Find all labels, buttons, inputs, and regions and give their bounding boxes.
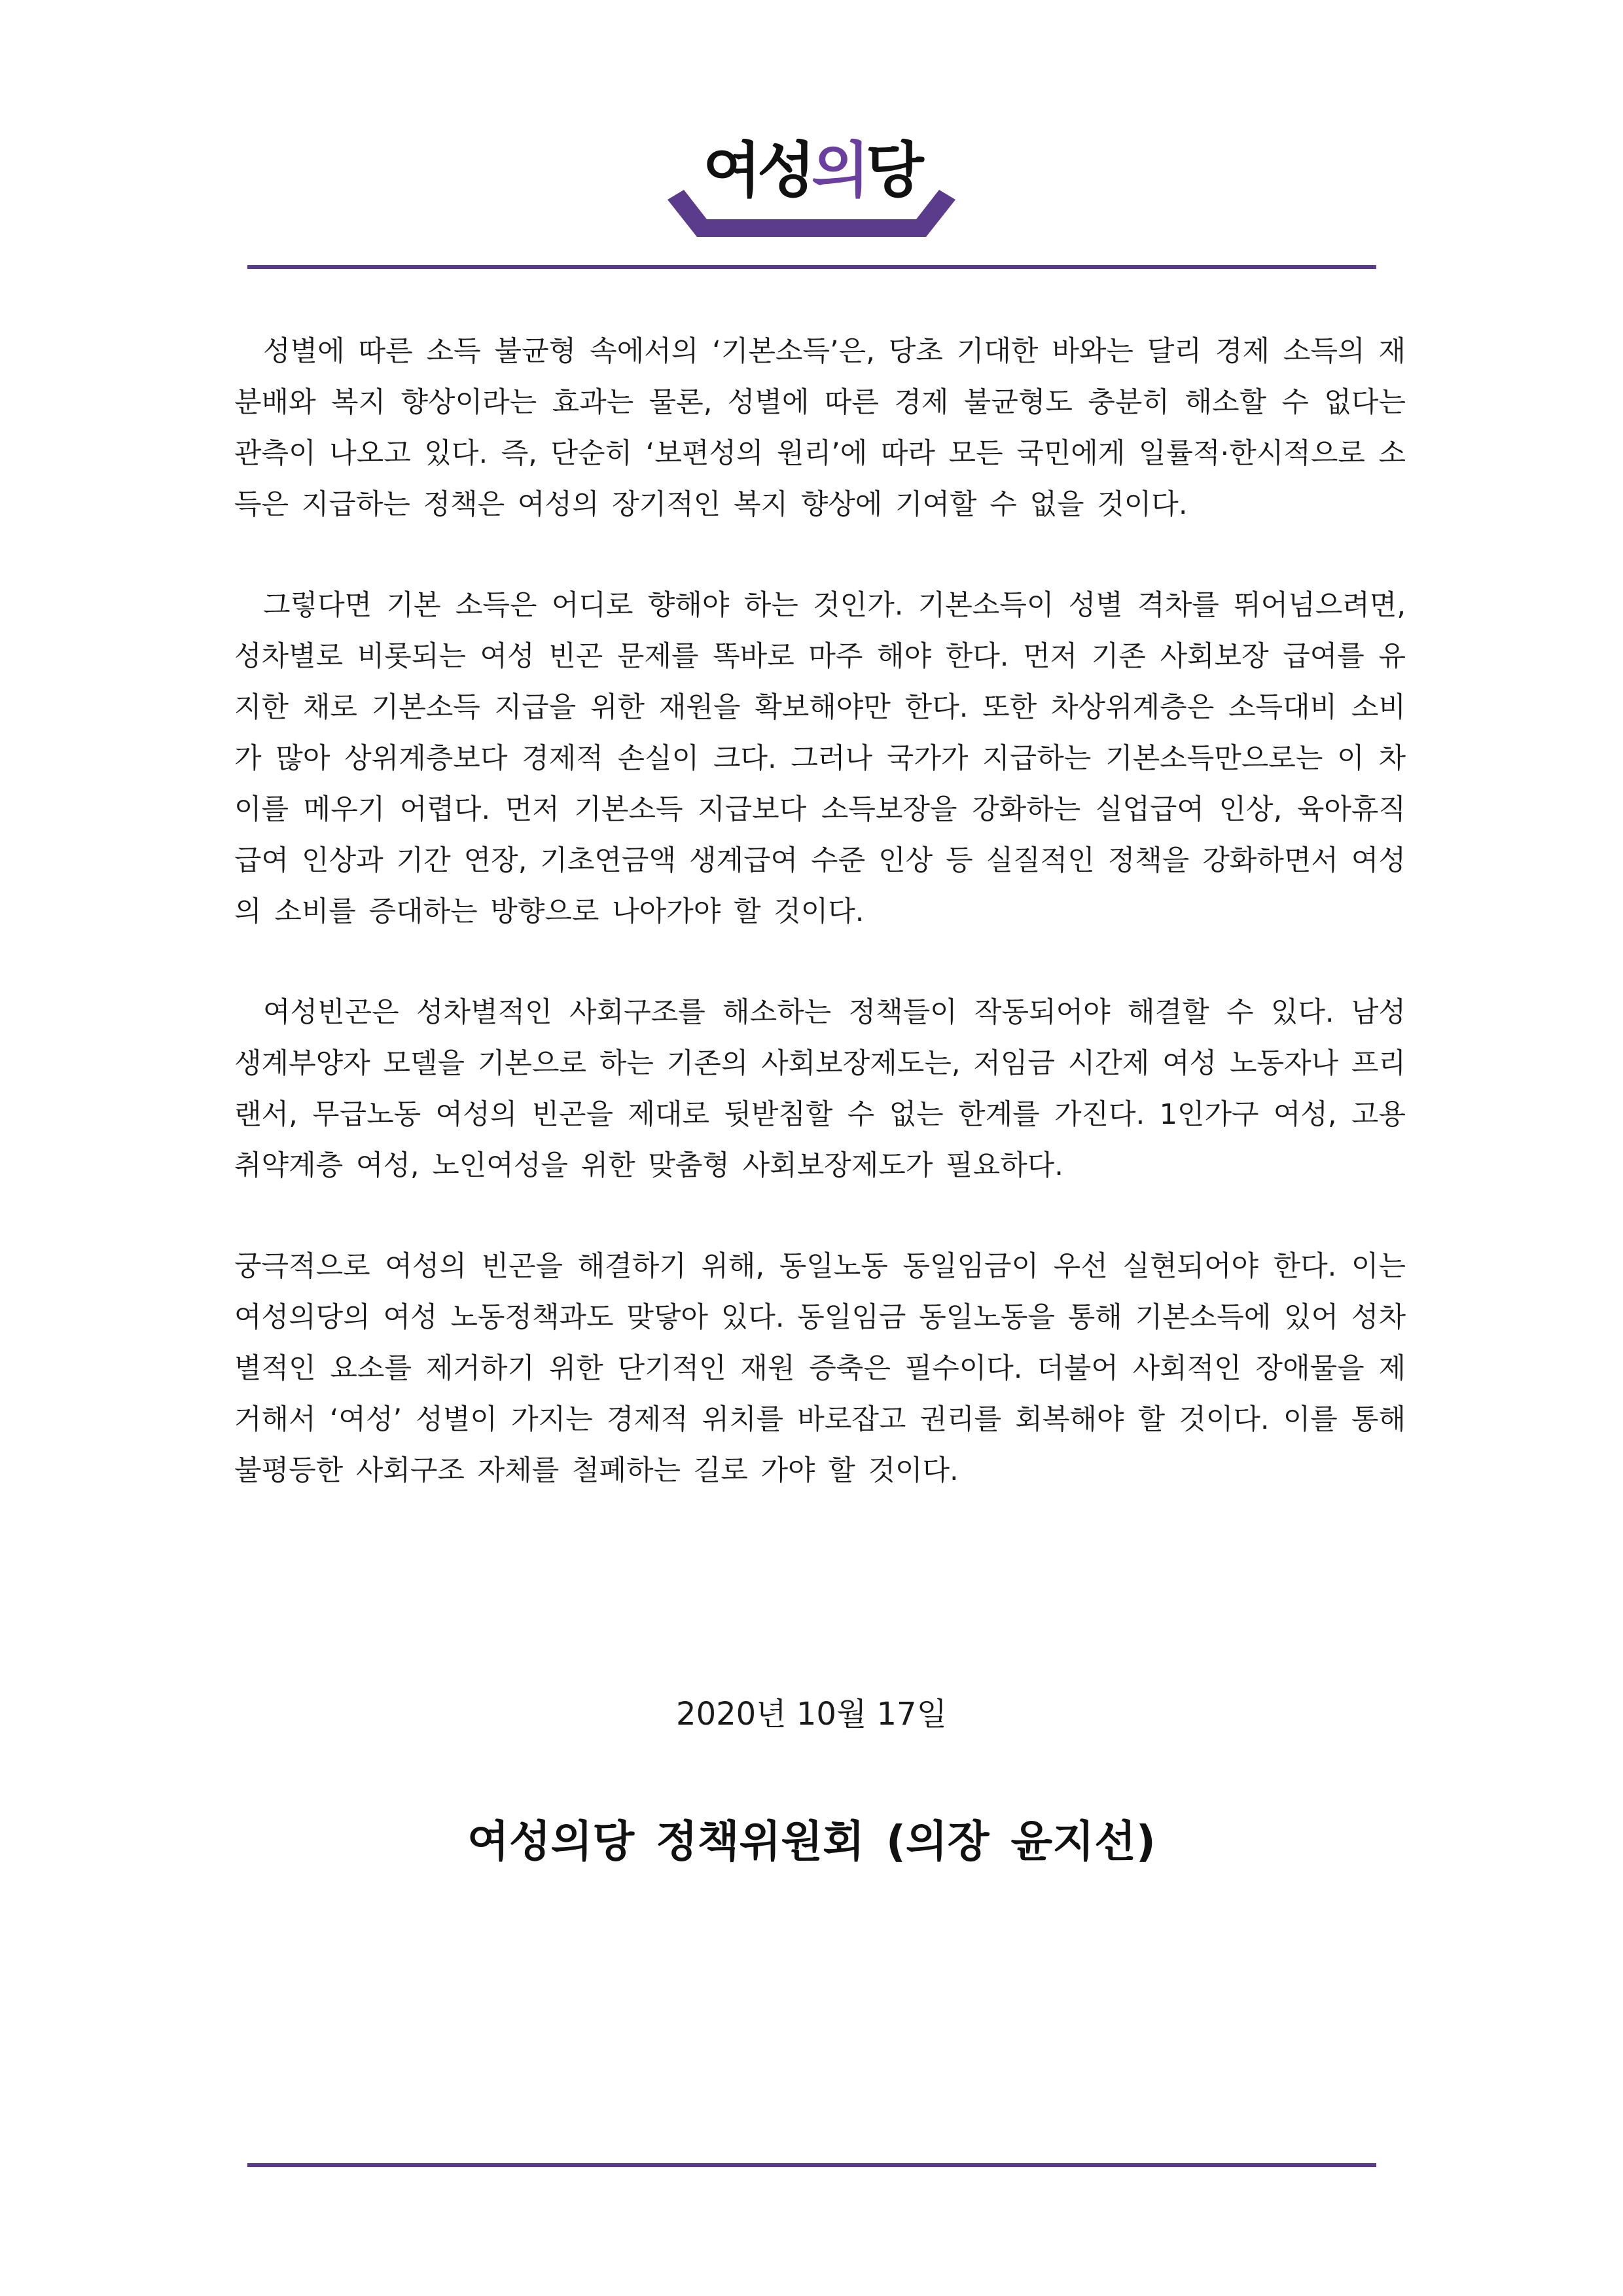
paragraph-4: 궁극적으로 여성의 빈곤을 해결하기 위해, 동일노동 동일임금이 우선 실현되어야 한다. 이는 여성의당의 여성 노동정책과도 맞닿아 있다. 동일임금 동일노동을 통해 기본소득에 있어 성차별적인 요소를 제거하기 위한 단기적인 재원 증축은 필수이다. 더불어 사회적인 장애물을 제거해서 ‘여성’ 성별이 가지는 경제적 위치를 바로잡고 권리를 회복해야 할 것이다. 이를 통해 불평등한 사회구조 자체를 철폐하는 길로 가야 할 것이다.: [234, 1250, 1406, 1487]
statement-date: 2020년 10월 17일: [676, 1696, 947, 1732]
statement-signature: 여성의당 정책위원회 (의장 윤지선): [467, 1816, 1156, 1867]
logo-chevron-icon: [654, 190, 969, 242]
header-divider: [247, 265, 1376, 269]
statement-body: [234, 326, 1406, 1546]
paragraph-1: 성별에 따른 소득 불균형 속에서의 ‘기본소득’은, 당초 기대한 바와는 달리 경제 소득의 재분배와 복지 향상이라는 효과는 물론, 성별에 따른 경제 불균형도 충분히 해소할 수 없다는 관측이 나오고 있다. 즉, 단순히 ‘보편성의 원리’에 따라 모든 국민에게 일률적·한시적으로 소득은 지급하는 정책은 여성의 장기적인 복지 향상에 기여할 수 없을 것이다.: [234, 335, 1406, 521]
footer-divider: [247, 2163, 1376, 2167]
party-logo-wordmark: 여성의당: [703, 135, 920, 206]
party-logo-accent: 의: [812, 135, 866, 206]
paragraph-3: 여성빈곤은 성차별적인 사회구조를 해소하는 정책들이 작동되어야 해결할 수 있다. 남성 생계부양자 모델을 기본으로 하는 기존의 사회보장제도는, 저임금 시간제 여성 노동자나 프리랜서, 무급노동 여성의 빈곤을 제대로 뒷받침할 수 없는 한계를 가진다. 1인가구 여성, 고용취약계층 여성, 노인여성을 위한 맞춤형 사회보장제도가 필요하다.: [234, 996, 1406, 1182]
paragraph-2: 그렇다면 기본 소득은 어디로 향해야 하는 것인가. 기본소득이 성별 격차를 뛰어넘으려면, 성차별로 비롯되는 여성 빈곤 문제를 똑바로 마주 해야 한다. 먼저 기존 사회보장 급여를 유지한 채로 기본소득 지급을 위한 재원을 확보해야만 한다. 또한 차상위계층은 소득대비 소비가 많아 상위계층보다 경제적 손실이 크다. 그러나 국가가 지급하는 기본소득만으로는 이 차이를 메우기 어렵다. 먼저 기본소득 지급보다 소득보장을 강화하는 실업급여 인상, 육아휴직급여 인상과 기간 연장, 기초연금액 생계급여 수준 인상 등 실질적인 정책을 강화하면서 여성의 소비를 증대하는 방향으로 나아가야 할 것이다.: [234, 589, 1406, 928]
